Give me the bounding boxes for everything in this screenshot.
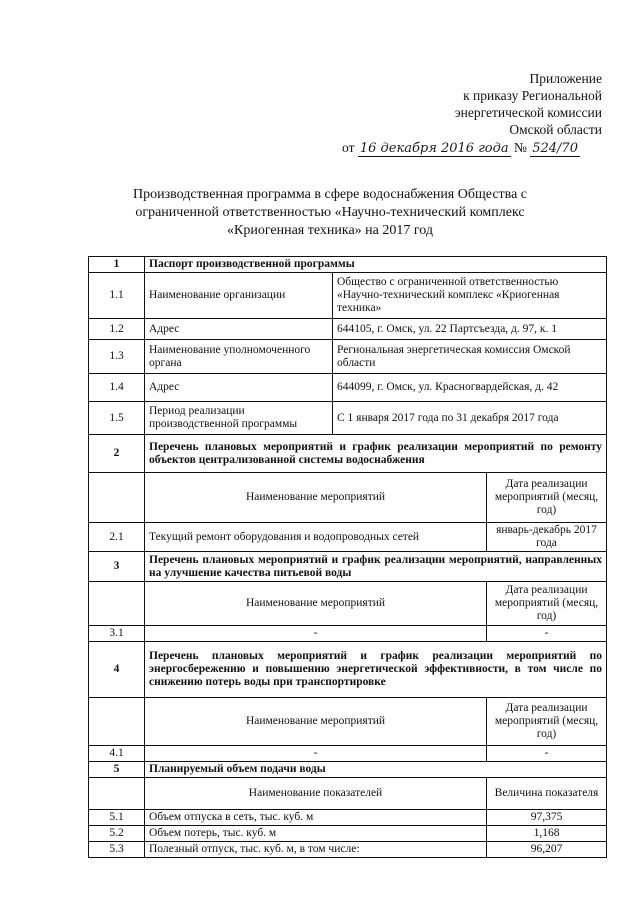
appendix-line: Приложение <box>529 71 602 86</box>
table-row <box>89 273 607 319</box>
table-row <box>89 340 607 374</box>
program-table <box>88 256 607 858</box>
row-label: Адрес <box>145 319 333 340</box>
row-number: 1.1 <box>89 273 145 319</box>
column-header-row <box>89 698 607 746</box>
row-number: 5.3 <box>89 842 145 858</box>
section-number: 1 <box>89 257 145 273</box>
row-name: Объем потерь, тыс. куб. м <box>145 826 487 842</box>
table-row <box>89 402 607 435</box>
order-number-sign: № <box>513 140 527 155</box>
row-value: Региональная энергетическая комиссия Омской области <box>333 340 607 374</box>
order-number: 524/70 <box>532 141 578 156</box>
column-header-name: Наименование мероприятий <box>145 698 487 746</box>
row-label: Период реализации производственной программы <box>145 402 333 435</box>
column-header-row <box>89 582 607 626</box>
table-row <box>89 523 607 552</box>
row-number: 3.1 <box>89 626 145 642</box>
row-label: Наименование уполномоченного органа <box>145 340 333 374</box>
column-header-date: Дата реализации мероприятий (месяц, год) <box>487 698 607 746</box>
column-header-value: Величина показателя <box>487 778 607 810</box>
empty-cell <box>89 778 145 810</box>
table-row <box>89 746 607 762</box>
row-date: - <box>487 746 607 762</box>
section-header <box>89 762 607 778</box>
appendix-line: энергетической комиссии <box>454 105 602 120</box>
row-number: 5.1 <box>89 810 145 826</box>
row-label: Наименование организации <box>145 273 333 319</box>
row-number: 4.1 <box>89 746 145 762</box>
row-date: - <box>487 626 607 642</box>
order-date: 16 декабря 2016 года <box>359 141 509 156</box>
row-value: 96,207 <box>487 842 607 858</box>
appendix-line: к приказу Региональной <box>463 88 602 103</box>
section-header <box>89 642 607 698</box>
table-row <box>89 842 607 858</box>
table-row <box>89 810 607 826</box>
table-row <box>89 626 607 642</box>
row-name: Полезный отпуск, тыс. куб. м, в том числе: <box>145 842 487 858</box>
column-header-row <box>89 778 607 810</box>
column-header-name: Наименование мероприятий <box>145 582 487 626</box>
section-title: Паспорт производственной программы <box>145 257 607 273</box>
section-title: Планируемый объем подачи воды <box>145 762 607 778</box>
row-date: январь-декабрь 2017 года <box>487 523 607 552</box>
row-name: Объем отпуска в сеть, тыс. куб. м <box>145 810 487 826</box>
row-number: 2.1 <box>89 523 145 552</box>
section-title: Перечень плановых мероприятий и график реализации мероприятий по энергосбережению и повышению энергетической эффективности, в том числе по снижению потерь воды при транспортировке <box>145 642 607 698</box>
section-header <box>89 435 607 473</box>
appendix-block <box>362 70 602 138</box>
empty-cell <box>89 582 145 626</box>
order-prefix: от <box>342 140 355 155</box>
row-value: 644099, г. Омск, ул. Красногвардейская, д. 42 <box>333 374 607 402</box>
section-title: Перечень плановых мероприятий и график реализации мероприятий по ремонту объектов централизованной системы водоснабжения <box>145 435 607 473</box>
row-label: Адрес <box>145 374 333 402</box>
row-name: Текущий ремонт оборудования и водопроводных сетей <box>145 523 487 552</box>
section-number: 5 <box>89 762 145 778</box>
column-header-date: Дата реализации мероприятий (месяц, год) <box>487 473 607 523</box>
table-row <box>89 826 607 842</box>
row-value: Общество с ограниченной ответственностью «Научно-технический комплекс «Криогенная техника» <box>333 273 607 319</box>
section-number: 4 <box>89 642 145 698</box>
column-header-date: Дата реализации мероприятий (месяц, год) <box>487 582 607 626</box>
row-value: 1,168 <box>487 826 607 842</box>
row-number: 5.2 <box>89 826 145 842</box>
row-number: 1.3 <box>89 340 145 374</box>
row-name: - <box>145 626 487 642</box>
empty-cell <box>89 698 145 746</box>
section-number: 2 <box>89 435 145 473</box>
row-value: С 1 января 2017 года по 31 декабря 2017 года <box>333 402 607 435</box>
section-header <box>89 257 607 273</box>
order-reference <box>342 140 604 156</box>
table-row <box>89 374 607 402</box>
table-row <box>89 319 607 340</box>
row-number: 1.4 <box>89 374 145 402</box>
row-value: 97,375 <box>487 810 607 826</box>
empty-cell <box>89 473 145 523</box>
row-number: 1.2 <box>89 319 145 340</box>
row-value: 644105, г. Омск, ул. 22 Партсъезда, д. 97, к. 1 <box>333 319 607 340</box>
row-name: - <box>145 746 487 762</box>
section-number: 3 <box>89 552 145 582</box>
section-title: Перечень плановых мероприятий и график реализации мероприятий, направленных на улучшение качества питьевой воды <box>145 552 607 582</box>
column-header-name: Наименование показателей <box>145 778 487 810</box>
document-title: Производственная программа в сфере водоснабжения Общества с ограниченной ответственностью «Научно-технический комплекс «Криогенная техника» на 2017 год <box>132 187 528 238</box>
appendix-line: Омской области <box>509 122 602 137</box>
section-header <box>89 552 607 582</box>
column-header-row <box>89 473 607 523</box>
column-header-name: Наименование мероприятий <box>145 473 487 523</box>
row-number: 1.5 <box>89 402 145 435</box>
